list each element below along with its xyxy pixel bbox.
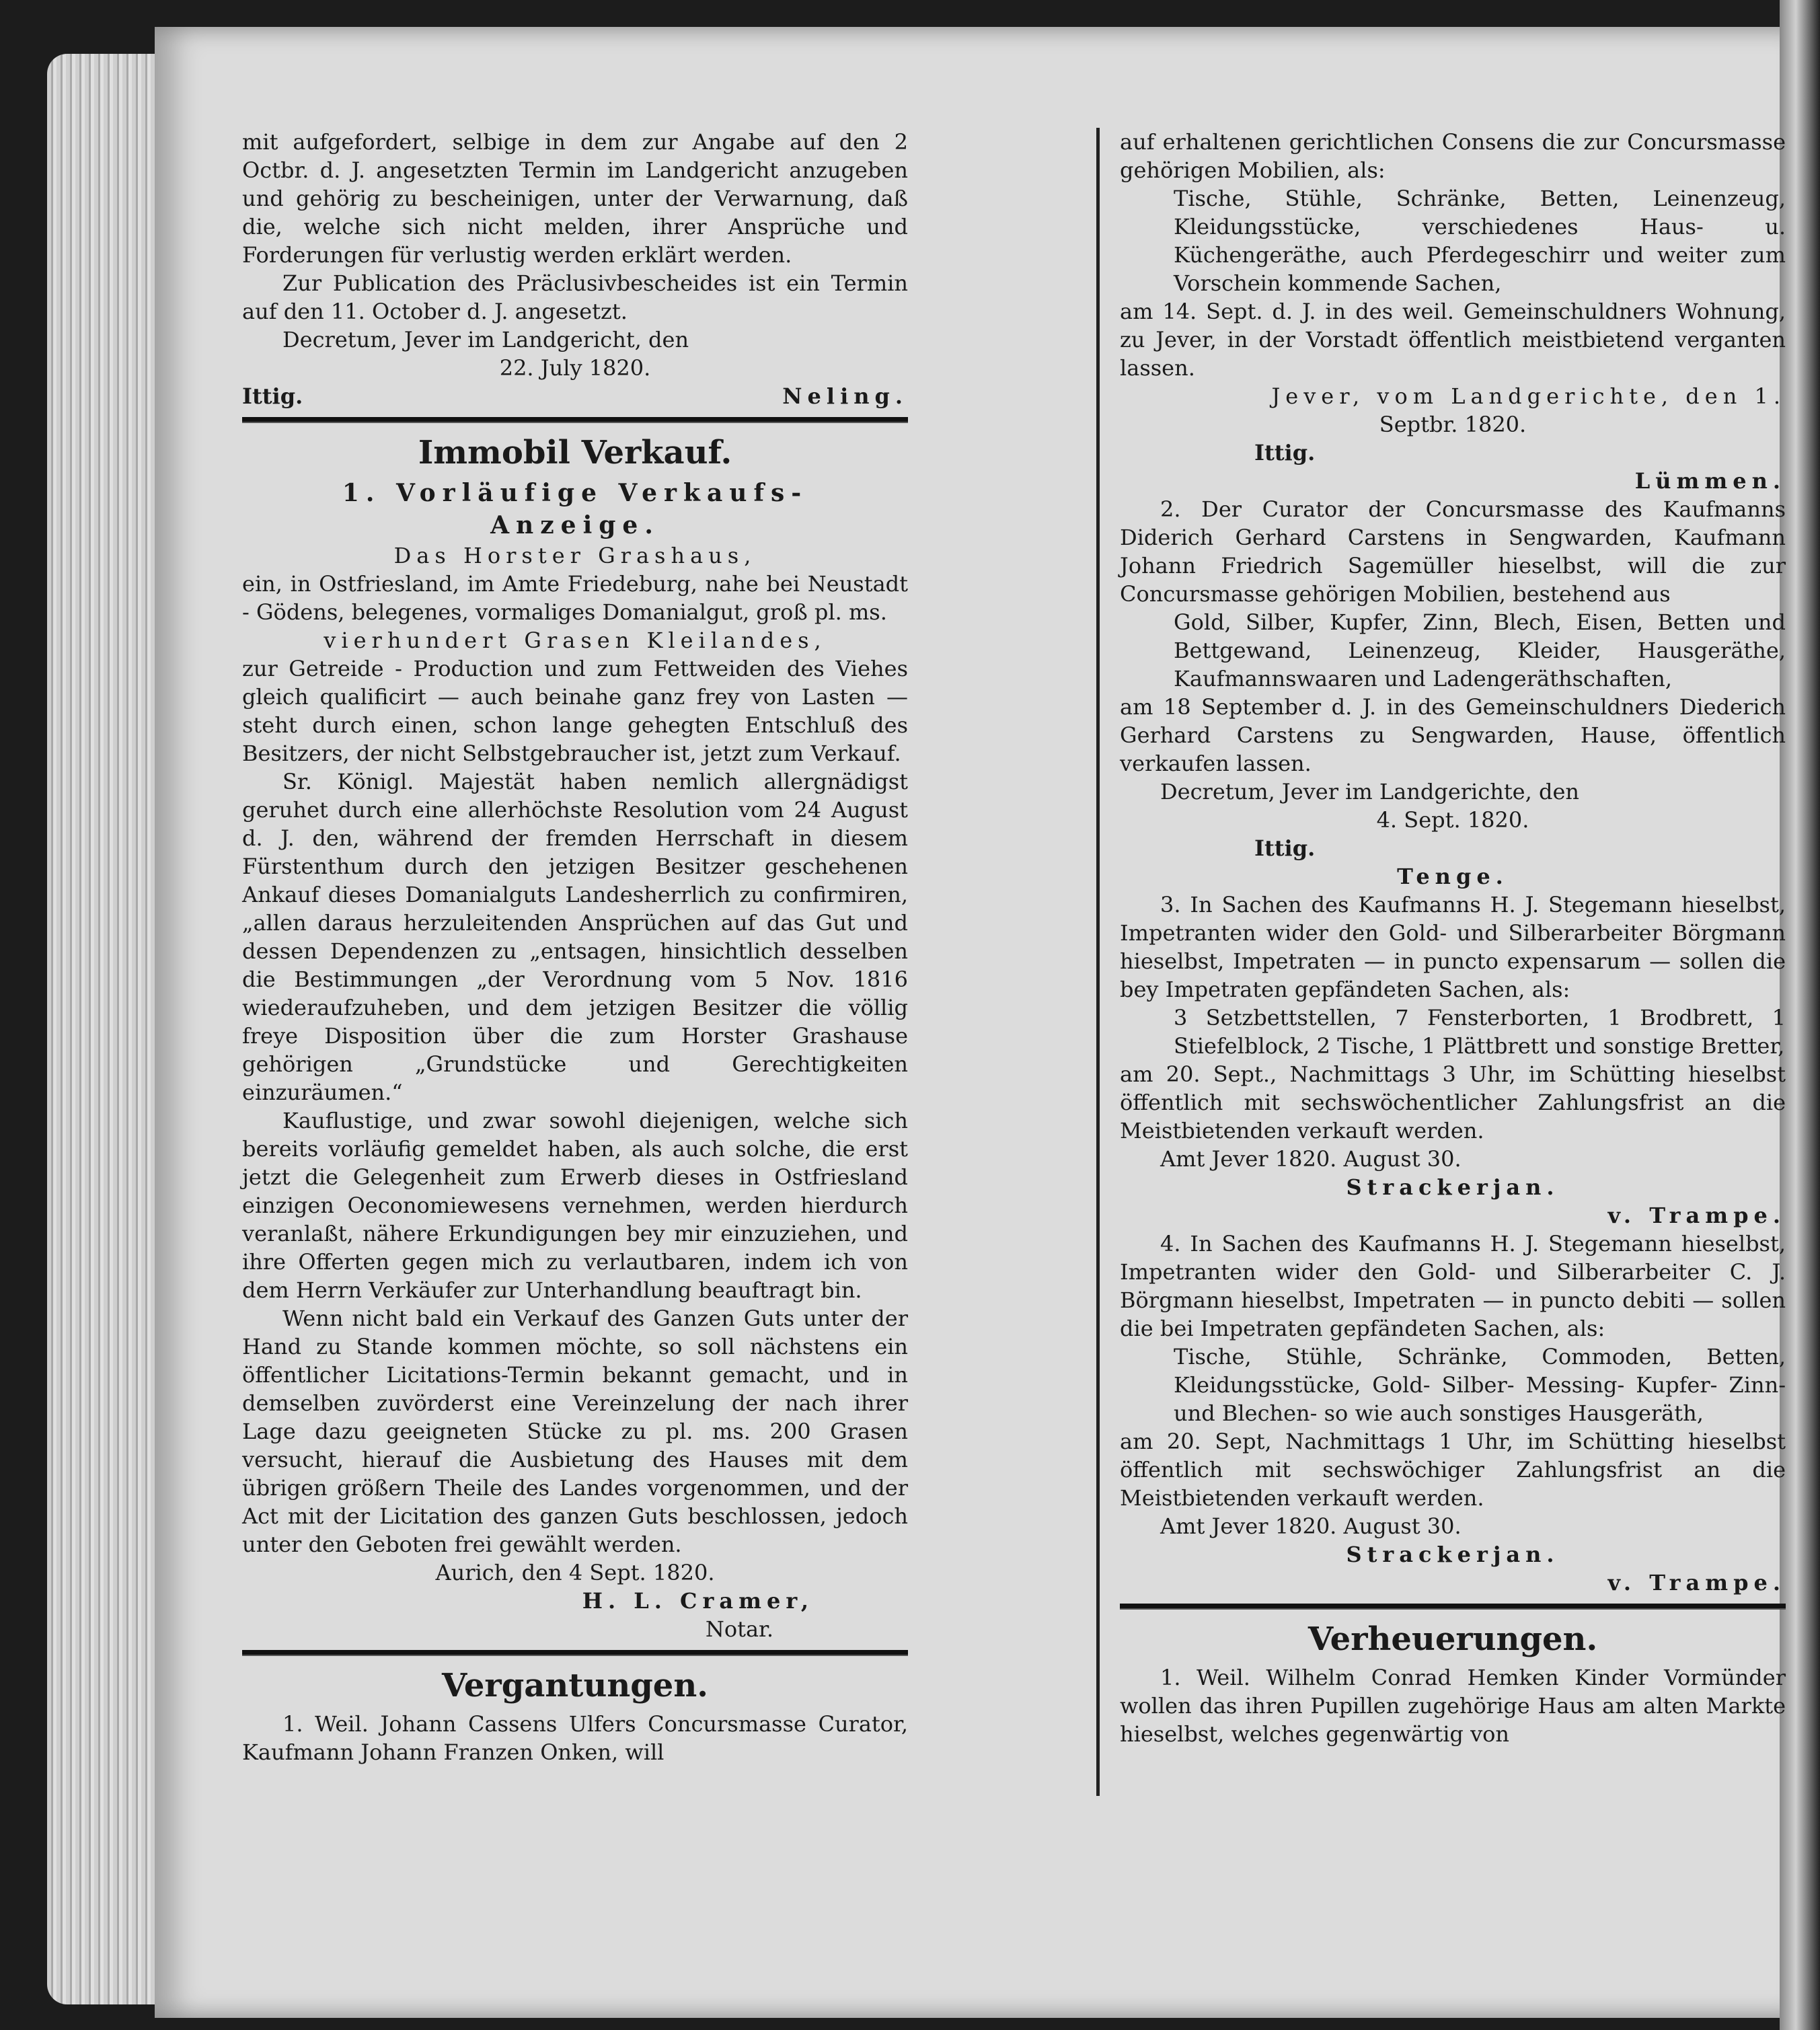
- sachen-list-4: Tische, Stühle, Schränke, Commoden, Betten, Kleidungsstücke, Gold- Silber- Messing- Kupfer- Zinn- und Blechen- so wie auch sonstiges Hausgeräth,: [1174, 1344, 1786, 1426]
- amt-jever-date-1: Amt Jever 1820. August 30.: [1160, 1146, 1462, 1172]
- horster-grashaus-line: Das Horster Grashaus,: [393, 543, 757, 568]
- subheading-vorlaeufige: [242, 477, 908, 509]
- amt-jever-date-2: Amt Jever 1820. August 30.: [1160, 1513, 1462, 1539]
- heading-verheuerungen: Verheuerungen.: [1307, 1620, 1598, 1658]
- subheading-line-2: Anzeige.: [490, 511, 660, 539]
- decretum-line-right: Decretum, Jever im Landgerichte, den: [1160, 779, 1579, 804]
- heading-immobil-verkauf: Immobil Verkauf.: [418, 434, 732, 472]
- sengwarden-paragraph: am 18 September d. J. in des Gemeinschuldners Diederich Gerhard Carstens zu Sengwarden, Hause, öffentlich verkaufen lassen.: [1120, 694, 1786, 776]
- signature-ittig-2: Ittig.: [1254, 835, 1316, 861]
- verkauf-paragraph: Wenn nicht bald ein Verkauf des Ganzen Guts unter der Hand zu Stande kommen möchte, so soll nächstens ein öffentlicher Licitations-Termin bekannt gemacht, und in demselben zuvörderst eine Vereinzelung der nach ihrer Lage dazu geeigneten Stücke zu pl. ms. 200 Grasen versucht, hierauf die Ausbietung des Hauses mit dem übrigen größern Theile des Landes vorgenommen, und der Act mit der Licitation des ganzen Guts beschlossen, jedoch unter den Geboten frei gewählt werden.: [242, 1306, 908, 1557]
- decretum-date: 22. July 1820.: [499, 355, 651, 381]
- jever-date: Septbr. 1820.: [1379, 412, 1527, 437]
- signature-ittig: Ittig.: [242, 383, 303, 409]
- onken-paragraph: 1. Weil. Johann Cassens Ulfers Concursmasse Curator, Kaufmann Johann Franzen Onken, will: [242, 1711, 908, 1765]
- aurich-date: Aurich, den 4 Sept. 1820.: [435, 1560, 715, 1585]
- item-marker: 1.: [342, 479, 381, 507]
- schuetting-paragraph-1: am 20. Sept., Nachmittags 3 Uhr, im Schütting hieselbst öffentlich mit sechswöchentlicher Zahlungsfrist an die Meistbietenden verkauft werden.: [1120, 1061, 1786, 1143]
- vergant-paragraph: am 14. Sept. d. J. in des weil. Gemeinschuldners Wohnung, zu Jever, in der Vorstadt öffentlich meistbietend verganten lassen.: [1120, 299, 1786, 381]
- book-page-edges: [47, 54, 168, 2004]
- consens-paragraph: auf erhaltenen gerichtlichen Consens die zur Concursmasse gehörigen Mobilien, als:: [1120, 129, 1786, 183]
- production-paragraph: zur Getreide - Production und zum Fettweiden des Viehes gleich qualificirt — auch beinahe ganz frey von Lasten — steht durch einen, schon lange gehegten Entschluß des Besitzers, der nicht Selbstgebraucher ist, jetzt zum Verkauf.: [242, 656, 908, 766]
- cramer-signature: H. L. Cramer,: [582, 1588, 814, 1614]
- notar-line: Notar.: [705, 1616, 773, 1642]
- section-rule-2: [242, 1650, 908, 1656]
- decretum-date-right: 4. Sept. 1820.: [1376, 807, 1529, 833]
- jever-landgericht-line: Jever, vom Landgerichte, den 1.: [1271, 383, 1786, 409]
- signature-strackerjan-2: Strackerjan.: [1346, 1542, 1560, 1567]
- carstens-paragraph: 2. Der Curator der Concursmasse des Kaufmanns Diderich Gerhard Carstens in Sengwarden, Kaufmann Johann Friedrich Sagemüller hieselbst, will die zur Concursmasse gehörigen Mobilien, bestehend aus: [1120, 496, 1786, 607]
- majestaet-paragraph: Sr. Königl. Majestät haben nemlich allergnädigst geruhet durch eine allerhöchste Resolution vom 24 August d. J. den, während der fremden Herrschaft in diesem Fürstenthum durch den jetzigen Besitzer geschehenen Ankauf dieses Domanialguts Landesherrlich zu confirmiren, „allen daraus herzuleitenden Ansprüchen auf das Gut und dessen Dependenzen zu „entsagen, hinsichtlich desselben die Bestimmungen „der Verordnung vom 5 Nov. 1816 wiederaufzuheben, und dem jetzigen Besitzer die völlig freye Disposition über die zum Horster Grashause gehörigen „Grundstücke und Gerechtigkeiten einzuräumen.“: [242, 769, 908, 1105]
- mobilien-list-2: Gold, Silber, Kupfer, Zinn, Blech, Eisen, Betten und Bettgewand, Leinenzeug, Kleider, Hausgeräthe, Kaufmannswaaren und Ladengeräthschaften,: [1174, 609, 1786, 691]
- left-column: [242, 128, 908, 1766]
- signature-trampe-1: v. Trampe.: [1607, 1203, 1786, 1228]
- mobilien-list-1: Tische, Stühle, Schränke, Betten, Leinenzeug, Kleidungsstücke, verschiedenes Haus- u. Küchengeräthe, auch Pferdegeschirr und weiter zum Vorschein kommende Sachen,: [1174, 186, 1786, 296]
- sachen-list-3: 3 Setzbettstellen, 7 Fensterborten, 1 Brodbrett, 1 Stiefelblock, 2 Tische, 1 Plättbrett und sonstige Bretter,: [1174, 1005, 1786, 1059]
- vierhundert-line: vierhundert Grasen Kleilandes,: [324, 628, 827, 653]
- section-rule-3: [1120, 1604, 1786, 1610]
- decretum-line: Decretum, Jever im Landgericht, den: [282, 327, 689, 352]
- subheading-line-1: Vorläufige Verkaufs-: [395, 479, 808, 507]
- estate-description: ein, in Ostfriesland, im Amte Friedeburg, nahe bei Neustadt - Gödens, belegenes, vormaliges Domanialgut, groß pl. ms.: [242, 571, 908, 625]
- signature-row: [242, 382, 908, 410]
- right-page-edge: [1780, 0, 1820, 2030]
- kauflustige-paragraph: Kauflustige, und zwar sowohl diejenigen, welche sich bereits vorläufig gemeldet haben, als auch solche, die erst jetzt die Gelegenheit zum Erwerb dieses in Ostfriesland einzigen Oeconomiewesens vernehmen, werden hierdurch veranlaßt, nähere Erkundigungen bey mir einzuziehen, und ihre Offerten gegen mich zu verlautbaren, indem ich von dem Herrn Verkäufer zur Unterhandlung beauftragt bin.: [242, 1108, 908, 1303]
- right-column: [1120, 128, 1786, 1748]
- stegemann-paragraph-2: 4. In Sachen des Kaufmanns H. J. Stegemann hieselbst, Impetranten wider den Gold- und Silberarbeiter C. J. Börgmann hieselbst, Impetraten — in puncto debiti — sollen die bei Impetraten gepfändeten Sachen, als:: [1120, 1231, 1786, 1341]
- section-rule: [242, 417, 908, 423]
- notice-continuation: mit aufgefordert, selbige in dem zur Angabe auf den 2 Octbr. d. J. angesetzten Termin im Landgericht anzugeben und gehörig zu bescheinigen, unter der Verwarnung, daß die, welche sich nicht melden, ihrer Ansprüche und Forderungen für verlustig werden erklärt werden.: [242, 129, 908, 268]
- stegemann-paragraph-1: 3. In Sachen des Kaufmanns H. J. Stegemann hieselbst, Impetranten wider den Gold- und Silberarbeiter Börgmann hieselbst, Impetraten — in puncto expensarum — sollen die bey Impetraten gepfändeten Sachen, als:: [1120, 892, 1786, 1002]
- signature-ittig-1: Ittig.: [1254, 440, 1316, 465]
- heading-vergantungen: Vergantungen.: [442, 1667, 708, 1704]
- signature-luemmen: Lümmen.: [1634, 468, 1786, 494]
- column-divider: [1096, 128, 1100, 1796]
- signature-neling: Neling.: [782, 383, 908, 409]
- signature-tenge: Tenge.: [1397, 864, 1509, 889]
- signature-trampe-2: v. Trampe.: [1607, 1570, 1786, 1595]
- publication-paragraph: Zur Publication des Präclusivbescheides ist ein Termin auf den 11. October d. J. angesetzt.: [242, 270, 908, 324]
- signature-strackerjan-1: Strackerjan.: [1346, 1174, 1560, 1200]
- schuetting-paragraph-2: am 20. Sept, Nachmittags 1 Uhr, im Schütting hieselbst öffentlich mit sechswöchiger Zahlungsfrist an die Meistbietenden verkauft werden.: [1120, 1429, 1786, 1511]
- hemken-paragraph: 1. Weil. Wilhelm Conrad Hemken Kinder Vormünder wollen das ihren Pupillen zugehörige Haus am alten Markte hieselbst, welches gegenwärtig von: [1120, 1665, 1786, 1747]
